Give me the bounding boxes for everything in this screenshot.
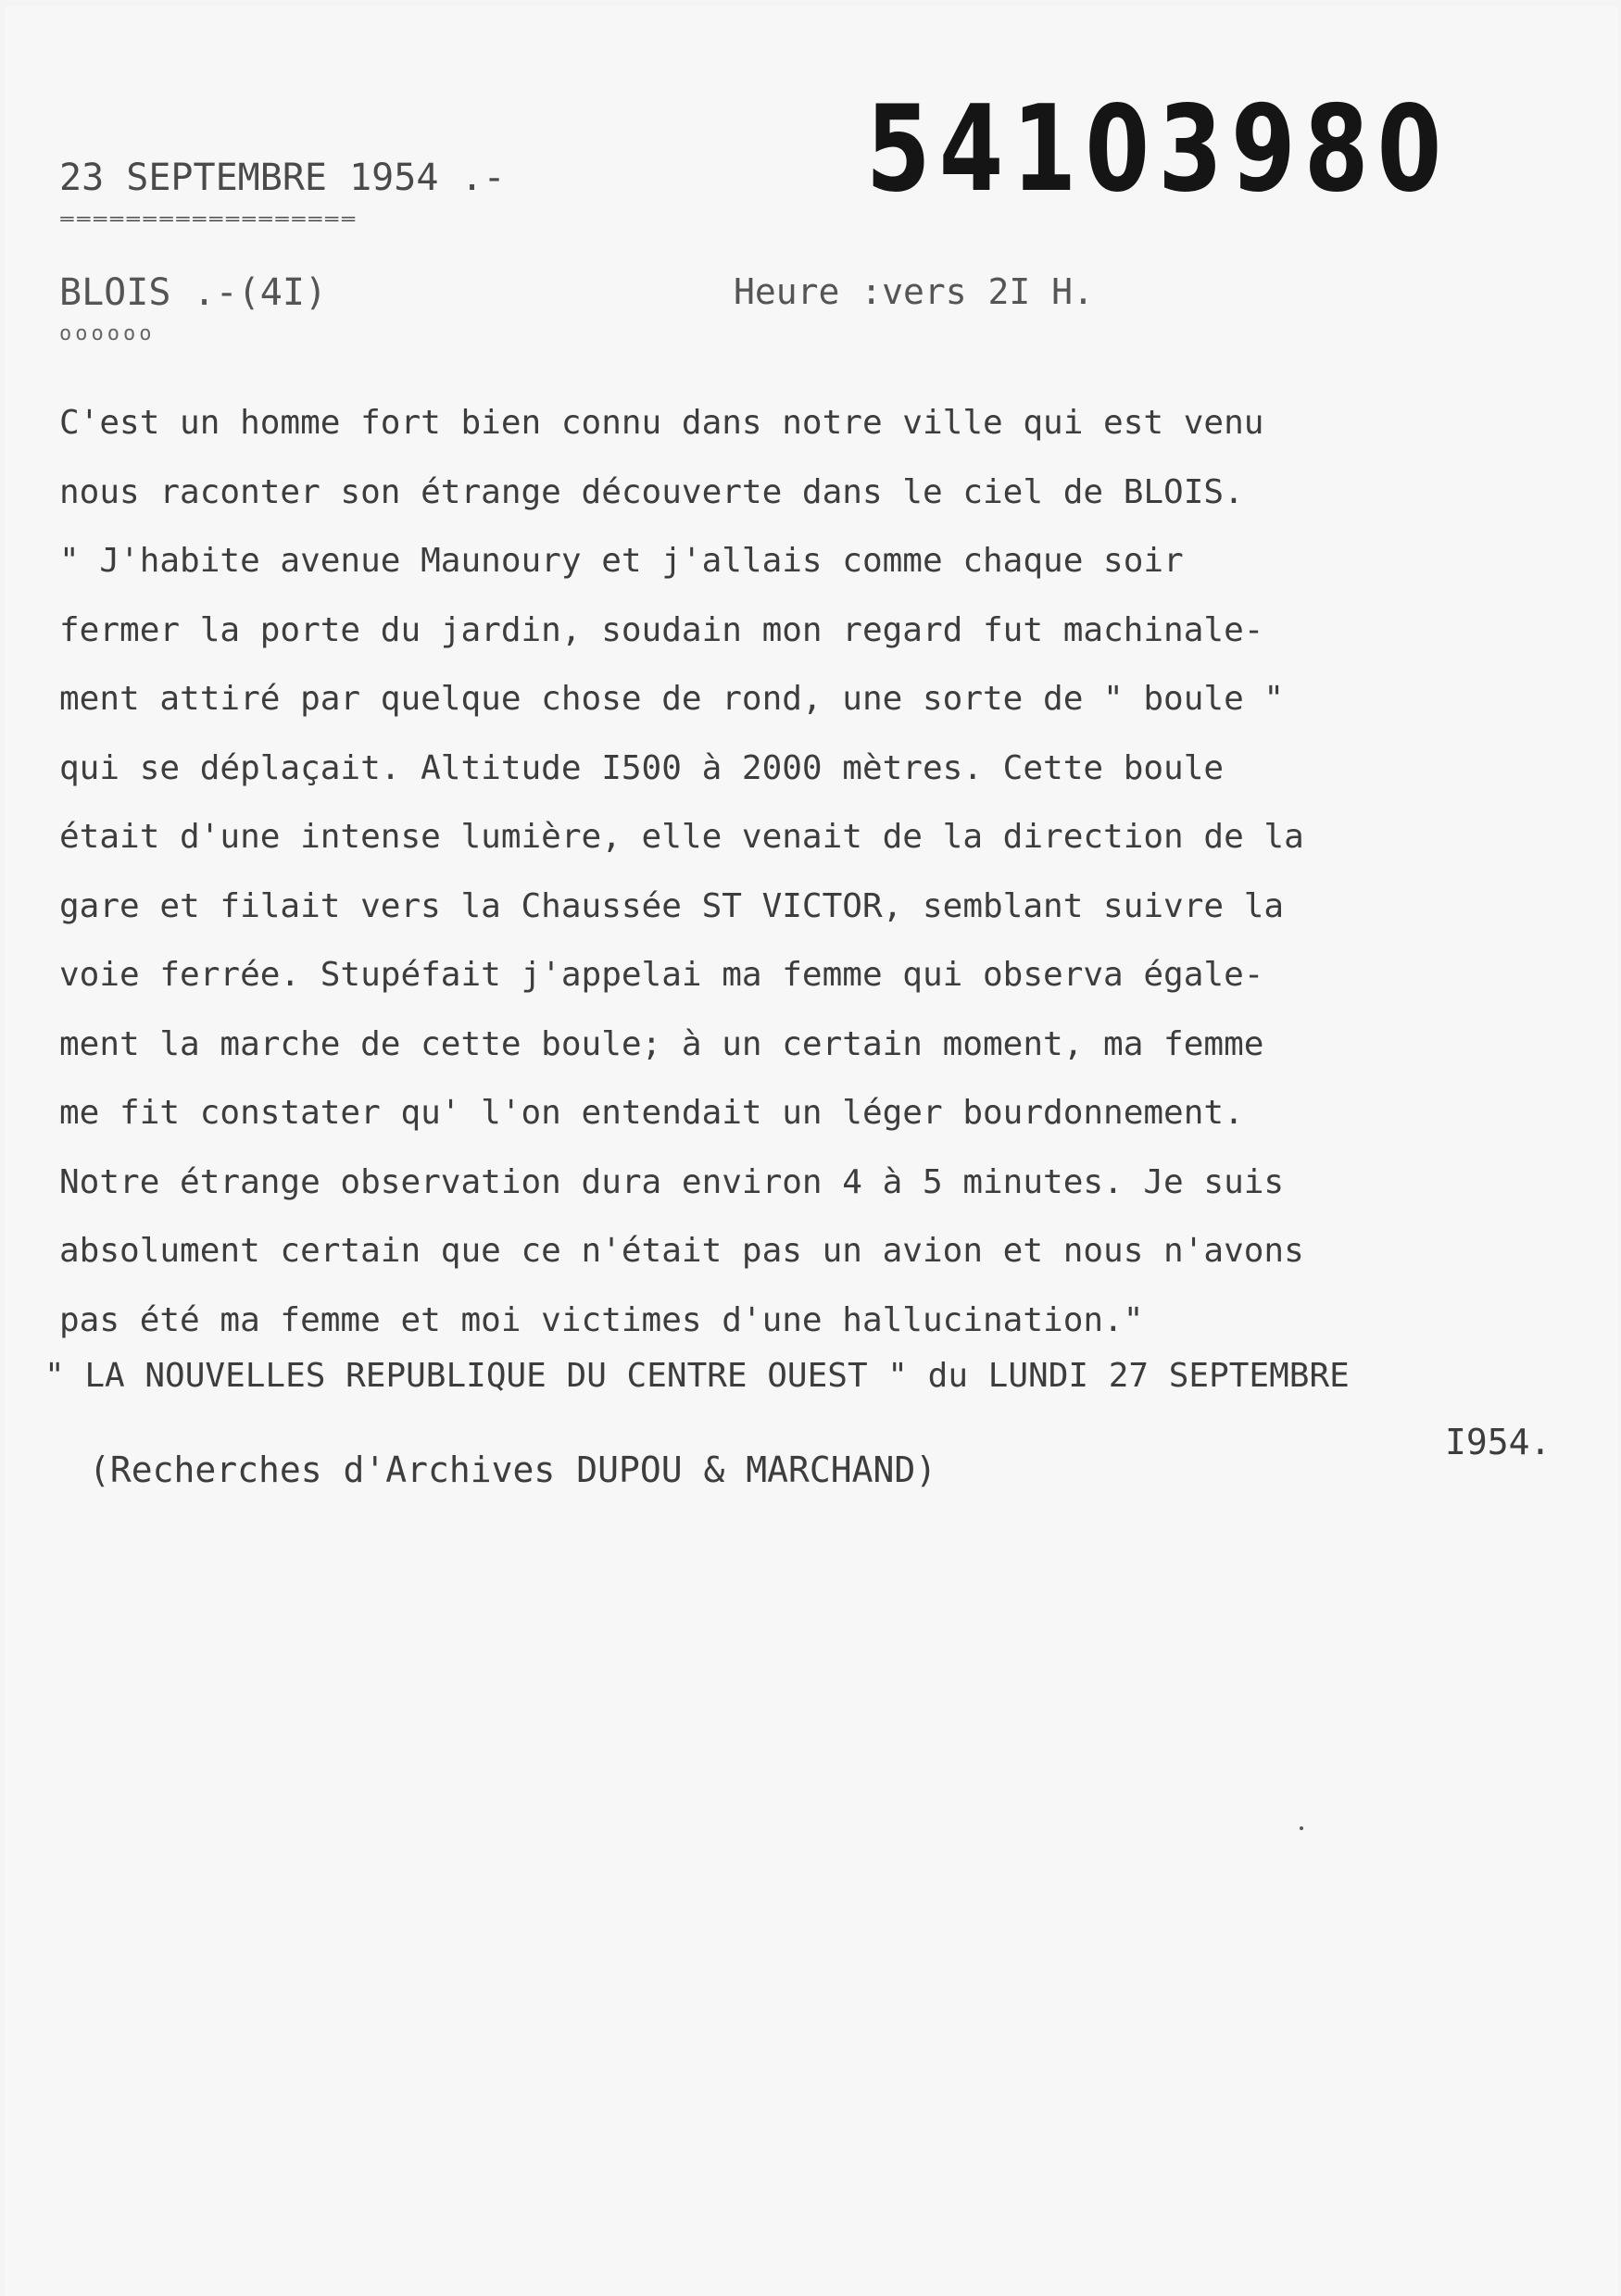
source-year: I954. bbox=[1445, 1422, 1552, 1462]
source-citation: " LA NOUVELLES REPUBLIQUE DU CENTRE OUEST " du LUNDI 27 SEPTEMBRE bbox=[44, 1357, 1350, 1395]
body-line: fermer la porte du jardin, soudain mon regard fut machinale- bbox=[59, 610, 1264, 649]
body-line: nous raconter son étrange découverte dans le ciel de BLOIS. bbox=[59, 472, 1244, 511]
body-line: gare et filait vers la Chaussée ST VICTOR, semblant suivre la bbox=[59, 886, 1285, 925]
body-line: voie ferrée. Stupéfait j'appelai ma femme qui observa égale- bbox=[59, 956, 1264, 994]
body-line: était d'une intense lumière, elle venait de la direction de la bbox=[59, 818, 1304, 856]
body-line: ment attiré par quelque chose de rond, une sorte de " boule " bbox=[59, 680, 1285, 718]
body-line: C'est un homme fort bien connu dans notre ville qui est venu bbox=[59, 404, 1264, 442]
paper-speck bbox=[1300, 1826, 1303, 1830]
hour-line: Heure :vers 2I H. bbox=[734, 271, 1094, 312]
date-line: 23 SEPTEMBRE 1954 .- bbox=[59, 157, 506, 199]
body-line: ment la marche de cette boule; à un certain moment, ma femme bbox=[59, 1024, 1264, 1063]
body-line: pas été ma femme et moi victimes d'une hallucination." bbox=[59, 1300, 1144, 1339]
body-line: Notre étrange observation dura environ 4 à 5 minutes. Je suis bbox=[59, 1162, 1285, 1201]
body-line: qui se déplaçait. Altitude I500 à 2000 mètres. Cette boule bbox=[59, 748, 1225, 787]
archives-note: (Recherches d'Archives DUPOU & MARCHAND) bbox=[89, 1449, 937, 1490]
date-underline: ================== bbox=[59, 209, 358, 228]
body-line: absolument certain que ce n'était pas un avion et nous n'avons bbox=[59, 1232, 1304, 1270]
document-number: 54103980 bbox=[866, 81, 1451, 219]
body-line: me fit constater qu' l'on entendait un léger bourdonnement. bbox=[59, 1094, 1244, 1132]
article-body bbox=[59, 389, 1588, 1355]
place-underline: oooooo bbox=[59, 322, 156, 345]
place-line: BLOIS .-(4I) bbox=[59, 271, 327, 314]
body-line: " J'habite avenue Maunoury et j'allais comme chaque soir bbox=[59, 542, 1184, 580]
